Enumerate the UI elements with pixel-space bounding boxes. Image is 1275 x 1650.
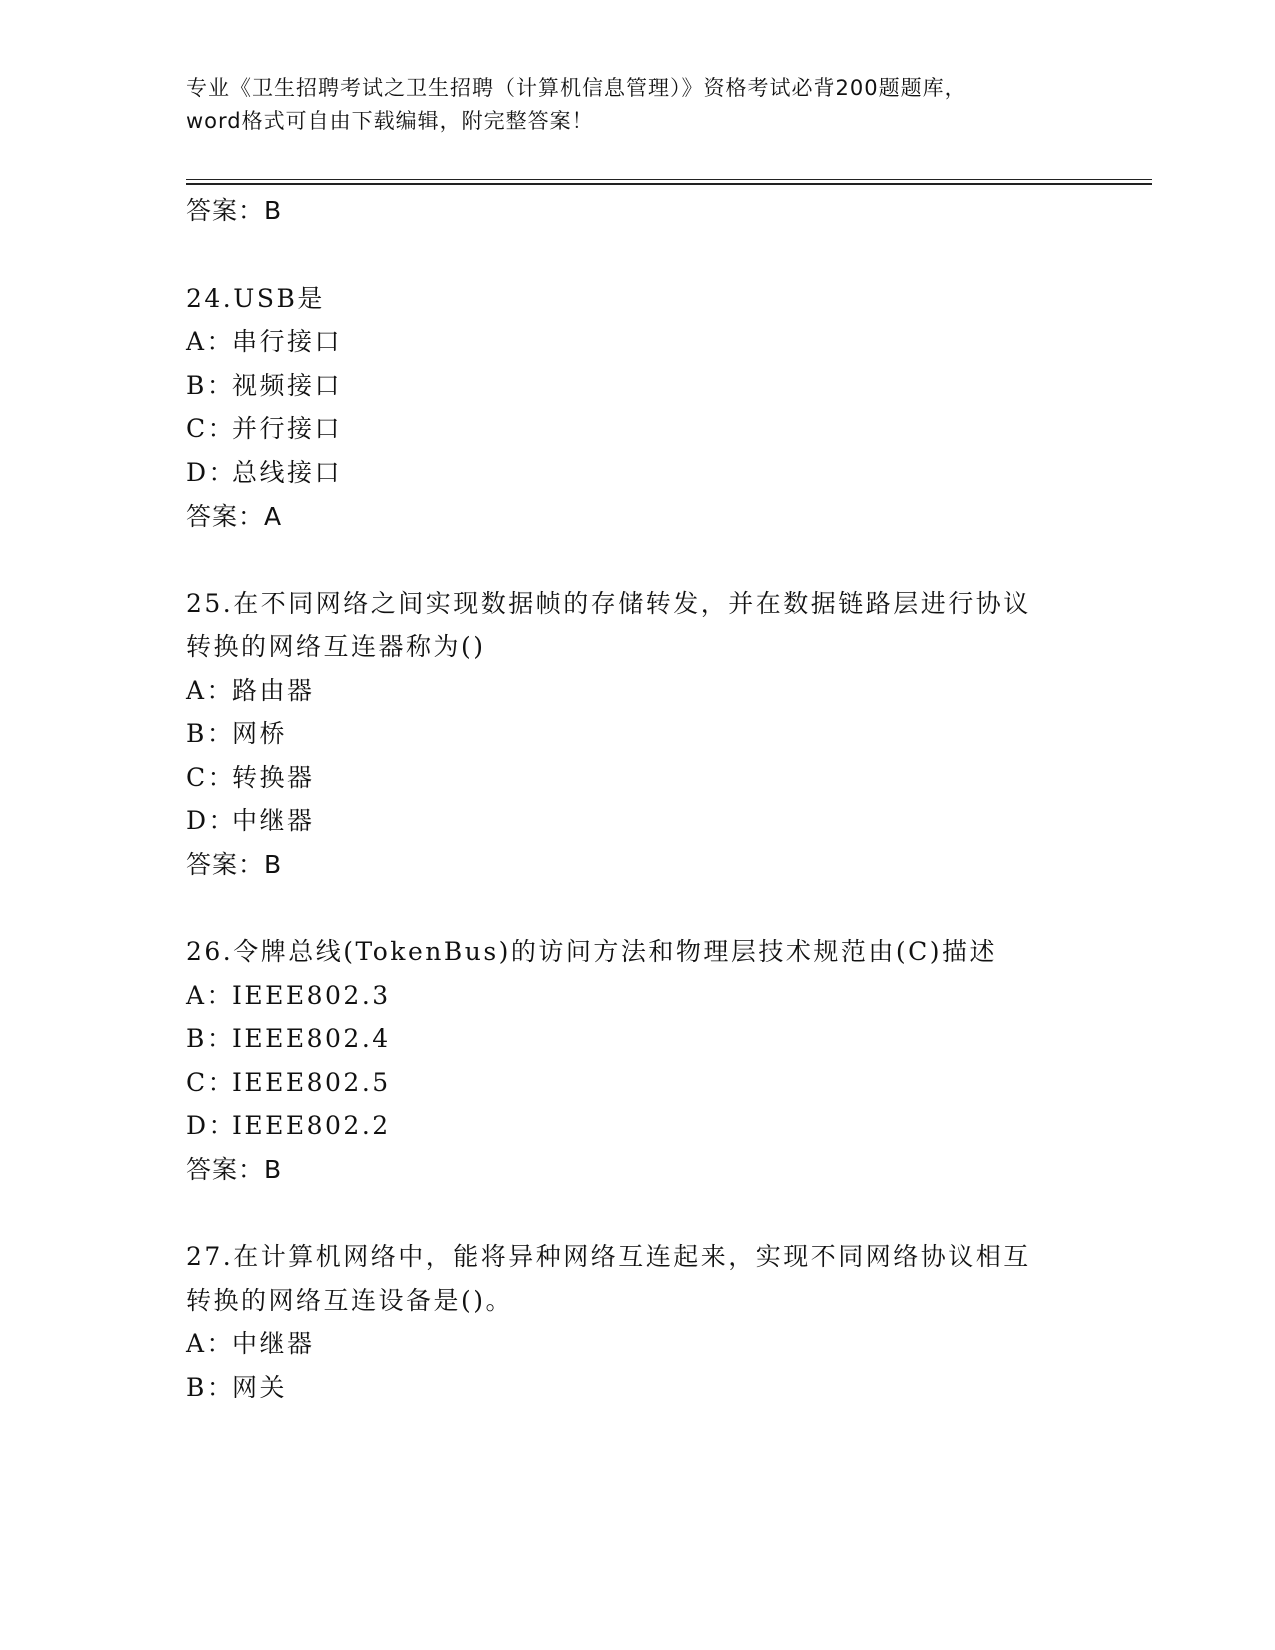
- answer-line: 答案：B: [186, 1155, 283, 1184]
- question-stem-26: 26.令牌总线(TokenBus)的访问方法和物理层技术规范由(C)描述: [186, 937, 998, 966]
- option-d: [186, 453, 342, 489]
- option-d: [186, 1106, 391, 1142]
- option-text: 中继器: [232, 806, 315, 835]
- header-divider-thick: [186, 183, 1152, 185]
- option-b: [186, 366, 342, 402]
- option-letter: A：: [186, 1329, 235, 1358]
- option-text: 中继器: [232, 1329, 315, 1358]
- option-letter: C：: [186, 1068, 236, 1097]
- question-stem-24: 24.USB是: [186, 284, 325, 313]
- option-text: 并行接口: [232, 414, 343, 443]
- option-text: IEEE802.2: [232, 1111, 391, 1140]
- header-line-1: 专业《卫生招聘考试之卫生招聘（计算机信息管理）》资格考试必背200题题库，: [186, 76, 967, 100]
- option-text: 路由器: [232, 676, 315, 705]
- option-b: [186, 1368, 287, 1404]
- option-text: 视频接口: [232, 371, 343, 400]
- option-c: [186, 409, 342, 445]
- option-text: 串行接口: [232, 327, 343, 356]
- option-letter: B：: [186, 1373, 235, 1402]
- answer-line: 答案：B: [186, 196, 283, 225]
- option-text: IEEE802.4: [232, 1024, 391, 1053]
- option-b: [186, 1019, 391, 1055]
- option-letter: C：: [186, 763, 236, 792]
- option-c: [186, 1063, 391, 1099]
- option-text: 转换器: [232, 763, 315, 792]
- option-letter: A：: [186, 327, 235, 356]
- option-letter: B：: [186, 1024, 235, 1053]
- option-letter: B：: [186, 719, 235, 748]
- document-header: [186, 72, 1086, 138]
- header-line-2: word格式可自由下载编辑，附完整答案！: [186, 109, 594, 133]
- option-letter: A：: [186, 981, 235, 1010]
- question-stem-25: 25.在不同网络之间实现数据帧的存储转发，并在数据链路层进行协议: [186, 589, 1031, 618]
- option-a: [186, 322, 342, 358]
- option-text: 总线接口: [232, 458, 343, 487]
- option-letter: D：: [186, 458, 237, 487]
- option-a: [186, 1324, 315, 1360]
- option-b: [186, 714, 287, 750]
- option-letter: D：: [186, 1111, 237, 1140]
- option-d: [186, 801, 315, 837]
- option-a: [186, 976, 391, 1012]
- option-text: 网关: [232, 1373, 288, 1402]
- question-stem-27-cont: 转换的网络互连设备是()。: [186, 1286, 514, 1315]
- header-divider-thin: [186, 179, 1152, 180]
- option-text: 网桥: [232, 719, 288, 748]
- option-c: [186, 758, 315, 794]
- question-stem-27: 27.在计算机网络中，能将异种网络互连起来，实现不同网络协议相互: [186, 1242, 1031, 1271]
- answer-line: 答案：A: [186, 502, 283, 531]
- question-stem-25-cont: 转换的网络互连器称为(): [186, 632, 486, 661]
- option-text: IEEE802.3: [232, 981, 391, 1010]
- option-letter: C：: [186, 414, 236, 443]
- option-letter: B：: [186, 371, 235, 400]
- option-letter: A：: [186, 676, 235, 705]
- option-text: IEEE802.5: [232, 1068, 391, 1097]
- option-letter: D：: [186, 806, 237, 835]
- option-a: [186, 671, 315, 707]
- answer-line: 答案：B: [186, 850, 283, 879]
